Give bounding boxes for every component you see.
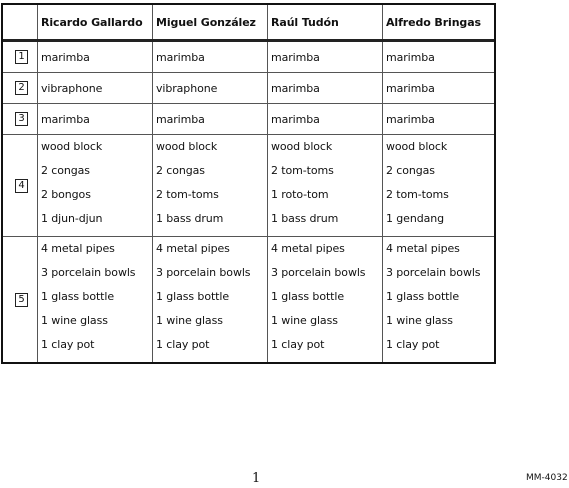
instrument-line: 1 wine glass bbox=[41, 314, 108, 327]
instrument-line: 1 wine glass bbox=[156, 314, 223, 327]
table-row bbox=[3, 236, 494, 362]
instrument-line: 1 glass bottle bbox=[41, 290, 114, 303]
instrument-line: 3 porcelain bowls bbox=[156, 266, 251, 279]
table-cell: marimba bbox=[382, 42, 494, 72]
instrument-line: wood block bbox=[386, 140, 448, 153]
row-number-box: 3 bbox=[15, 112, 28, 126]
instrument-line: 1 gendang bbox=[386, 212, 444, 225]
row-number-box: 4 bbox=[15, 179, 28, 193]
instrument-line: 1 clay pot bbox=[386, 338, 440, 351]
instrument-line: 3 porcelain bowls bbox=[386, 266, 481, 279]
table-cell bbox=[382, 237, 494, 362]
instrument-line: 2 congas bbox=[156, 164, 205, 177]
header-performer-4: Alfredo Bringas bbox=[382, 5, 494, 39]
page-number: 1 bbox=[252, 471, 261, 486]
instrument-line: 3 porcelain bowls bbox=[271, 266, 366, 279]
header-performer-2: Miguel González bbox=[152, 5, 267, 39]
table-cell bbox=[152, 237, 267, 362]
table-cell bbox=[152, 135, 267, 236]
table-cell: marimba bbox=[382, 73, 494, 103]
table-cell bbox=[382, 135, 494, 236]
table-cell: marimba bbox=[152, 42, 267, 72]
row-number-box: 2 bbox=[15, 81, 28, 95]
instrument-line: 4 metal pipes bbox=[386, 242, 460, 255]
instrument-line: 1 glass bottle bbox=[271, 290, 344, 303]
instrument-line: 1 clay pot bbox=[271, 338, 325, 351]
table-row bbox=[3, 72, 494, 103]
table-cell bbox=[267, 135, 382, 236]
table-row bbox=[3, 40, 494, 72]
table-header-row bbox=[3, 5, 494, 40]
instrument-line: 2 bongos bbox=[41, 188, 91, 201]
header-corner-cell bbox=[3, 5, 37, 39]
table-cell: marimba bbox=[267, 42, 382, 72]
table-row bbox=[3, 103, 494, 134]
header-performer-1: Ricardo Gallardo bbox=[37, 5, 152, 39]
table-cell: marimba bbox=[37, 42, 152, 72]
instrument-line: 3 porcelain bowls bbox=[41, 266, 136, 279]
instrument-line: 4 metal pipes bbox=[156, 242, 230, 255]
table-cell: marimba bbox=[152, 104, 267, 134]
table-cell: marimba bbox=[267, 73, 382, 103]
instrument-line: 1 djun-djun bbox=[41, 212, 103, 225]
instrument-line: 1 bass drum bbox=[271, 212, 339, 225]
instrument-line: wood block bbox=[41, 140, 103, 153]
row-number-box: 1 bbox=[15, 50, 28, 64]
instrument-line: 1 wine glass bbox=[271, 314, 338, 327]
instrument-line: 2 tom-toms bbox=[386, 188, 449, 201]
instrument-line: wood block bbox=[156, 140, 218, 153]
table-cell: marimba bbox=[37, 104, 152, 134]
instrument-line: 2 tom-toms bbox=[156, 188, 219, 201]
instrument-line: 1 glass bottle bbox=[386, 290, 459, 303]
instrument-line: 2 congas bbox=[41, 164, 90, 177]
instrument-line: 1 wine glass bbox=[386, 314, 453, 327]
table-cell: vibraphone bbox=[37, 73, 152, 103]
instrument-line: 1 clay pot bbox=[156, 338, 210, 351]
table-cell: marimba bbox=[382, 104, 494, 134]
row-number-box: 5 bbox=[15, 293, 28, 307]
table-cell bbox=[267, 237, 382, 362]
instrument-line: 4 metal pipes bbox=[41, 242, 115, 255]
instrument-line: 1 bass drum bbox=[156, 212, 224, 225]
instrument-line: 4 metal pipes bbox=[271, 242, 345, 255]
table-cell bbox=[37, 237, 152, 362]
instrument-line: 1 roto-tom bbox=[271, 188, 329, 201]
instrument-line: 1 clay pot bbox=[41, 338, 95, 351]
table-row bbox=[3, 134, 494, 236]
instrumentation-table bbox=[1, 3, 496, 364]
instrument-line: 1 glass bottle bbox=[156, 290, 229, 303]
table-cell: marimba bbox=[267, 104, 382, 134]
header-performer-3: Raúl Tudón bbox=[267, 5, 382, 39]
instrument-line: 2 congas bbox=[386, 164, 435, 177]
table-cell: vibraphone bbox=[152, 73, 267, 103]
instrument-line: wood block bbox=[271, 140, 333, 153]
document-code: MM-4032 bbox=[526, 473, 568, 483]
instrument-line: 2 tom-toms bbox=[271, 164, 334, 177]
table-cell bbox=[37, 135, 152, 236]
